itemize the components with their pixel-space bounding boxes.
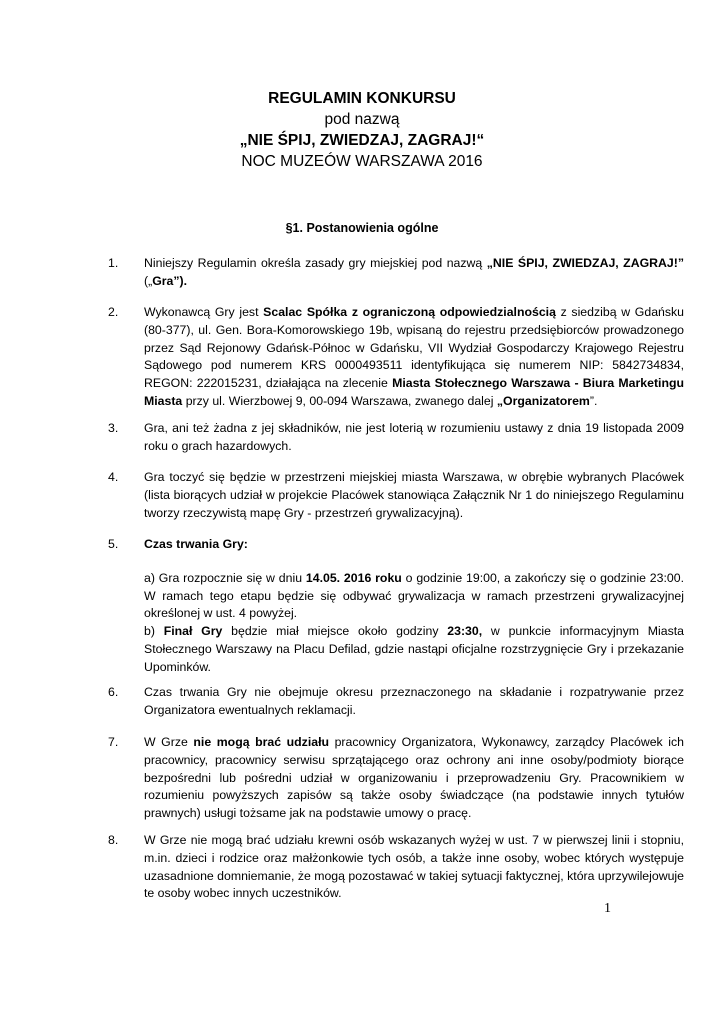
bold-run: Miasta Stołecznego Warszawa - Biura Marketingu Miasta	[144, 376, 685, 408]
item-number: 8.	[108, 833, 119, 847]
bold-run: „NIE ŚPIJ, ZWIEDZAJ, ZAGRAJ!”	[486, 256, 684, 270]
text-run: ”.	[589, 393, 598, 408]
title-line-4: NOC MUZEÓW WARSZAWA 2016	[241, 153, 483, 170]
bold-run: Finał Gry	[163, 624, 223, 639]
list-item-8	[108, 832, 684, 903]
item-text	[144, 469, 684, 522]
list-item-2	[108, 304, 684, 411]
item-text	[144, 420, 684, 456]
bold-run: Scalac Spółka z ograniczoną odpowiedzialnością	[263, 305, 556, 319]
bold-run: „Organizatorem	[496, 393, 590, 408]
bold-run: 23:30,	[447, 624, 483, 639]
subitem-a	[144, 570, 684, 623]
text-run: z siedzibą w Gdańsku (80-377), ul. Gen. Bora-Komorowskiego 19b, wpisaną do rejestru przedsiębiorców prowadzonego przez Sąd Rejonowy Gdańsk-Północ w Gdańsku, VII Wydział Gospodarczy Krajowego Rejestru Sądowego pod numerem KRS 0000493511 identyfikująca się numerem NIP: 5842734834, REGON: 222015231, działająca na zlecenie	[144, 305, 685, 391]
item-text	[144, 304, 684, 411]
subitem-b	[144, 623, 684, 676]
text-run: o godzinie 19:00, a zakończy się o godzinie 23:00. W ramach tego etapu będzie się odbywać grywalizacja w ramach przestrzeni grywalizacyjnej określonej w ust. 4 powyżej.	[144, 570, 684, 621]
bold-run: Gra”).	[152, 273, 188, 288]
item-text	[144, 255, 684, 291]
text-run: W Grze nie mogą brać udziału krewni osób wskazanych wyżej w ust. 7 w pierwszej linii i stopniu, m.in. dzieci i rodzice oraz małżonkowie tych osób, a także inne osoby, wobec których występuje uzasadnione domniemanie, że mogą pozostawać w takiej sytuacji faktycznej, która uprzywilejowuje te osoby wobec innych uczestników.	[144, 833, 684, 901]
text-run: będzie miał miejsce około godziny	[222, 624, 448, 639]
list-item-3	[108, 420, 684, 456]
bold-run: Czas trwania Gry:	[144, 537, 248, 551]
item-text	[144, 734, 684, 823]
bold-run: nie mogą brać udziału	[193, 735, 330, 749]
item-number: 7.	[108, 735, 119, 749]
bold-run: 14.05. 2016 roku	[305, 570, 402, 585]
text-run: Czas trwania Gry nie obejmuje okresu przeznaczonego na składanie i rozpatrywanie przez Organizatora ewentualnych reklamacji.	[144, 685, 684, 717]
section-heading: §1. Postanowienia ogólne	[285, 221, 439, 235]
text-run: („	[144, 273, 153, 288]
text-run: Niniejszy Regulamin określa zasady gry miejskiej pod nazwą	[144, 256, 487, 270]
item-number: 1.	[108, 256, 119, 270]
item-text	[144, 684, 684, 720]
text-run: w punkcie informacyjnym Miasta Stołecznego Warszawy na Placu Defilad, gdzie nastąpi oficjalne rozstrzygnięcie Gry i przekazanie Upominków.	[144, 624, 684, 674]
title-line-3: „NIE ŚPIJ, ZWIEDZAJ, ZAGRAJ!“	[239, 132, 485, 149]
list-item-4	[108, 469, 684, 522]
list-item-1	[108, 255, 684, 291]
item-number: 4.	[108, 470, 119, 484]
list-item-7	[108, 734, 684, 823]
list-item-6	[108, 684, 684, 720]
item-number: 3.	[108, 421, 119, 435]
list-item-5	[108, 536, 684, 677]
document-title-block	[0, 88, 724, 172]
text-run: przy ul. Wierzbowej 9, 00-094 Warszawa, zwanego dalej	[182, 393, 497, 408]
item-number: 5.	[108, 537, 119, 551]
text-run: b)	[144, 624, 164, 639]
text-run: Wykonawcą Gry jest	[144, 305, 264, 319]
text-run: pracownicy Organizatora, Wykonawcy, zarządcy Placówek ich pracownicy, pracownicy serwisu sprzątającego oraz ochrony ani inne osoby/podmioty biorące bezpośredni lub pośredni udział w organizowaniu i przeprowadzeniu Gry. Pracownikiem w rozumieniu powyższych zapisów są także osoby świadczące (na podstawie innych tytułów prawnych) usługi tożsame jak na podstawie umowy o pracę.	[144, 735, 684, 821]
text-run: a) Gra rozpocznie się w dniu	[144, 570, 306, 585]
page-number: 1	[604, 901, 611, 916]
item-number: 2.	[108, 305, 119, 319]
item-number: 6.	[108, 685, 119, 699]
title-line-1: REGULAMIN KONKURSU	[268, 90, 456, 107]
text-run: W Grze	[144, 735, 194, 749]
item-text	[144, 832, 684, 903]
item-text	[144, 536, 684, 677]
title-line-2: pod nazwą	[324, 111, 400, 128]
text-run: Gra toczyć się będzie w przestrzeni miejskiej miasta Warszawa, w obrębie wybranych Placówek (lista biorących udział w projekcie Placówek stanowiąca Załącznik Nr 1 do niniejszego Regulaminu tworzy rzeczywistą mapę Gry - przestrzeń grywalizacyjną).	[144, 470, 684, 520]
text-run: Gra, ani też żadna z jej składników, nie jest loterią w rozumieniu ustawy z dnia 19 listopada 2009 roku o grach hazardowych.	[144, 421, 684, 453]
